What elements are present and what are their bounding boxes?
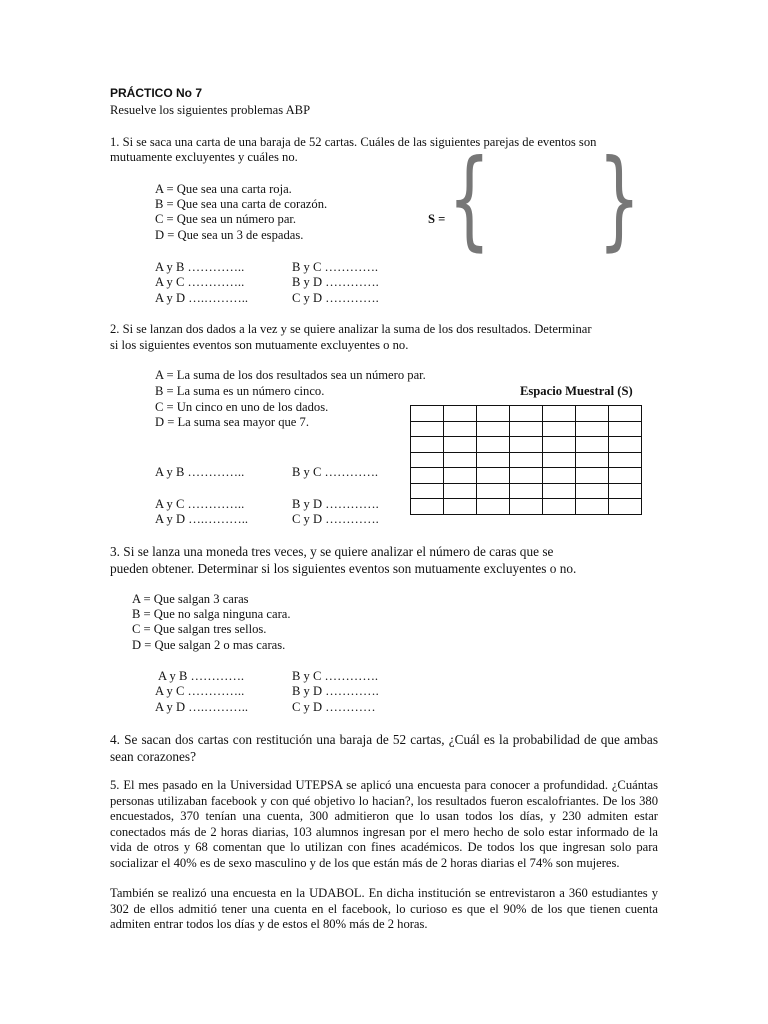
problem-2-line-1: 2. Si se lanzan dos dados a la vez y se quiere analizar la suma de los dos resultados. Determinar (110, 322, 592, 336)
p3-event-d: D = Que salgan 2 o mas caras. (132, 638, 286, 652)
p3-pair-a-c: A y C ………….. (155, 684, 245, 698)
p2-event-d: D = La suma sea mayor que 7. (155, 415, 309, 429)
p1-pair-a-d: A y D ….……….. (155, 291, 249, 305)
problem-2-line-2: si los siguientes eventos son mutuamente excluyentes o no. (110, 338, 409, 352)
p2-event-c: C = Un cinco en uno de los dados. (155, 400, 329, 414)
p2-event-b: B = La suma es un número cinco. (155, 384, 325, 398)
sample-space-label: S = (428, 212, 446, 226)
p1-pair-b-d: B y D …………. (292, 275, 379, 289)
p1-pair-b-c: B y C …………. (292, 260, 379, 274)
p2-pair-a-b: A y B ………….. (155, 465, 245, 479)
p3-event-a: A = Que salgan 3 caras (132, 592, 249, 606)
problem-5-udabol: También se realizó una encuesta en la UDABOL. En dicha institución se entrevistaron a 360 estudiantes y 302 de ellos admitió tener una cuenta en el facebook, lo curioso es que el 90% de los que tienen cuenta admiten entrar todos los días y de estos el 80% más de 2 horas. (110, 886, 658, 931)
p3-pair-a-b: A y B …………. (158, 669, 245, 683)
p1-pair-a-b: A y B ………….. (155, 260, 245, 274)
p2-pair-a-d: A y D ….……….. (155, 512, 249, 526)
p3-pair-b-c: B y C …………. (292, 669, 379, 683)
p1-event-b: B = Que sea una carta de corazón. (155, 197, 328, 211)
p3-pair-c-d: C y D ………… (292, 700, 376, 714)
p1-pair-c-d: C y D …………. (292, 291, 379, 305)
sample-space-grid-title: Espacio Muestral (S) (520, 384, 633, 398)
right-brace-icon: } (598, 137, 641, 262)
p2-pair-a-c: A y C ………….. (155, 497, 245, 511)
p1-event-a: A = Que sea una carta roja. (155, 182, 292, 196)
problem-1-line-2: mutuamente excluyentes y cuáles no. (110, 150, 298, 164)
p1-event-d: D = Que sea un 3 de espadas. (155, 228, 304, 242)
p1-pair-a-c: A y C ………….. (155, 275, 245, 289)
sample-space-grid (410, 405, 642, 515)
p2-pair-c-d: C y D …………. (292, 512, 379, 526)
page-title: PRÁCTICO No 7 (110, 86, 203, 100)
p3-pair-b-d: B y D …………. (292, 684, 379, 698)
problem-1-line-1: 1. Si se saca una carta de una baraja de 52 cartas. Cuáles de las siguientes parejas de eventos son (110, 135, 597, 149)
p2-pair-b-c: B y C …………. (292, 465, 379, 479)
problem-4: 4. Se sacan dos cartas con restitución una baraja de 52 cartas, ¿Cuál es la probabilidad de que ambas sean corazones? (110, 732, 658, 764)
left-brace-icon: { (448, 137, 491, 262)
p3-pair-a-d: A y D ….……….. (155, 700, 249, 714)
p2-pair-b-d: B y D …………. (292, 497, 379, 511)
p3-event-b: B = Que no salga ninguna cara. (132, 607, 291, 621)
page-subtitle: Resuelve los siguientes problemas ABP (110, 103, 311, 117)
p3-event-c: C = Que salgan tres sellos. (132, 622, 267, 636)
p1-event-c: C = Que sea un número par. (155, 212, 297, 226)
problem-5: 5. El mes pasado en la Universidad UTEPSA se aplicó una encuesta para conocer a profundidad. ¿Cuántas personas utilizaban facebook y con qué objetivo lo hacian?, los resultados fueron escalofriantes. De los 380 encuestados, 370 tenían una cuenta, 300 admitieron que lo usan todos los días, y 230 admiten estar conectados más de 2 horas diarias, 103 alumnos ingresan por el mero hecho de solo estar informado de la vida de otros y 68 comentan que lo utilizan con fines académicos. De todos los que ingresan solo para socializar el 40% es de sexo masculino y de los que están más de 2 horas diarias el 74% son mujeres. (110, 778, 658, 870)
problem-3-line-1: 3. Si se lanza una moneda tres veces, y se quiere analizar el número de caras que se (110, 544, 554, 559)
p2-event-a: A = La suma de los dos resultados sea un número par. (155, 368, 426, 382)
problem-3-line-2: pueden obtener. Determinar si los siguientes eventos son mutuamente excluyentes o no. (110, 561, 577, 576)
